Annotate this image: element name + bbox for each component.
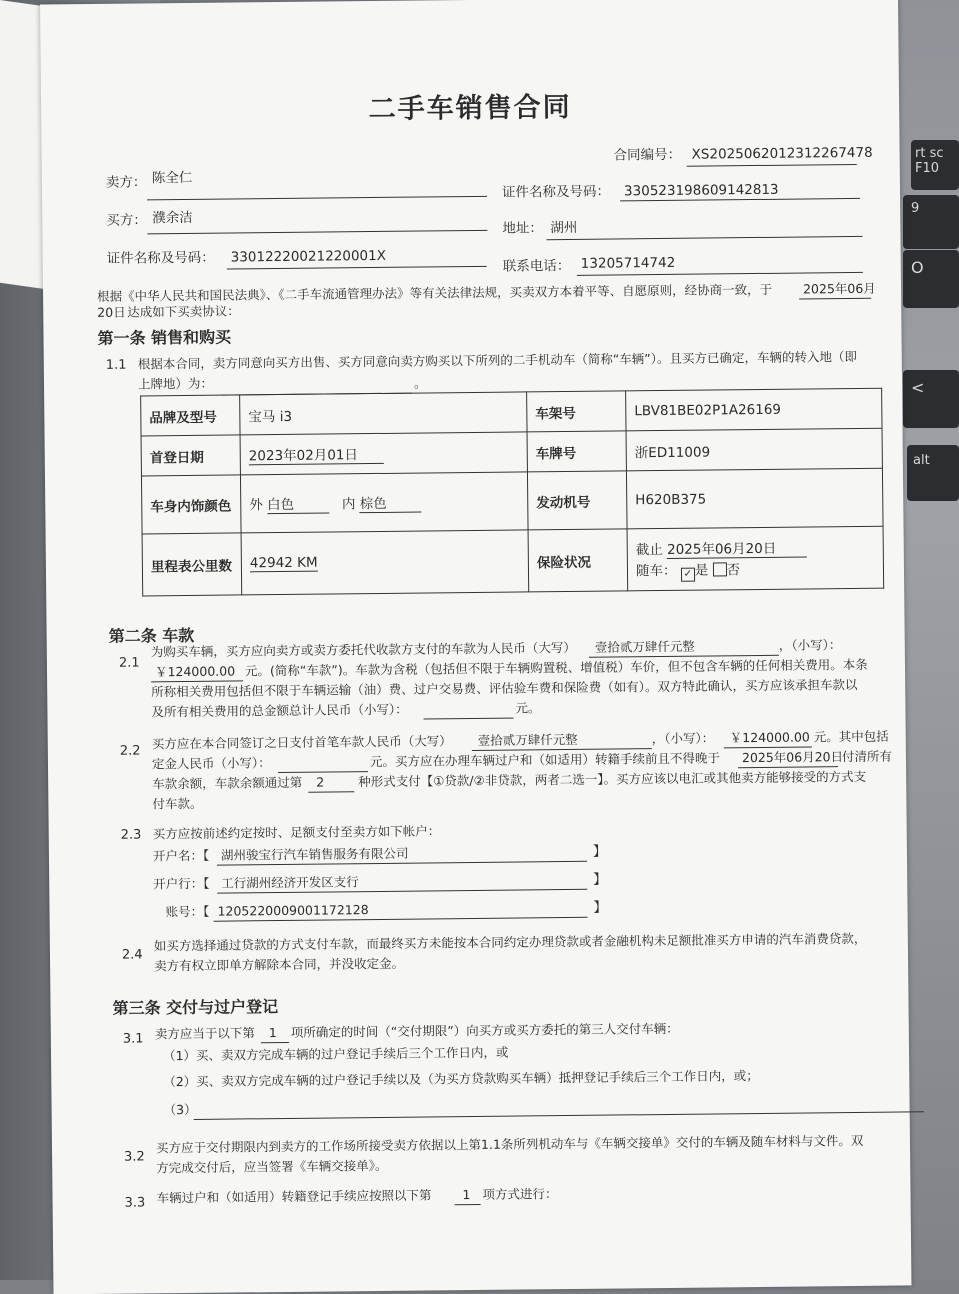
plate-label: 车牌号 xyxy=(527,431,626,472)
engine-value: H620B375 xyxy=(626,468,883,529)
vin-value: LBV81BE02P1A26169 xyxy=(626,388,882,431)
buyer-address-value: 湖州 xyxy=(550,219,578,237)
account-name: 湖州骏宝行汽车销售服务有限公司 xyxy=(220,845,409,863)
buyer-phone-label: 联系电话： xyxy=(502,257,571,275)
buyer-value: 濮余洁 xyxy=(152,209,193,227)
account-name-label: 开户名：【 xyxy=(152,847,210,864)
transfer-option: 1 xyxy=(462,1187,471,1203)
clause-2-1-text: 及所有相关费用的总金额总计人民币（小写）： xyxy=(151,701,408,720)
insurance-label: 保险状况 xyxy=(528,529,628,592)
intro-text-2: 达成如下买卖协议： xyxy=(127,303,240,320)
seller-label: 卖方： xyxy=(105,174,147,191)
account-number-label: 账号：【 xyxy=(165,903,210,920)
amount-capital: 壹拾贰万肆仟元整 xyxy=(594,638,695,655)
clause-2-2-text: 元。其中包括 xyxy=(813,728,889,745)
vehicle-spec-table xyxy=(140,388,884,597)
delivery-option: 1 xyxy=(268,1025,277,1041)
underline xyxy=(227,266,487,270)
clause-2-1-text: 所称相关费用包括但不限于车辆运输（油）费、过户交易费、评估验车费和保险费（如有）。双方特此确认，买方应该承担车款以 xyxy=(151,676,858,700)
bracket: 】 xyxy=(593,899,608,916)
buyer-id-label: 证件名称及号码： xyxy=(106,249,215,267)
delivery-option-1: （1）买、卖双方完成车辆的过户登记手续后三个工作日内，或 xyxy=(162,1044,509,1064)
payment-deadline: 2025年06月20日 xyxy=(741,749,844,766)
buyer-id-value: 33012220021220001X xyxy=(230,247,387,266)
intro-text: 根据《中华人民共和国民法典》、《二手车流通管理办法》等有关法律法规，买卖双方本着平等、自愿原则，经协商一致，于 xyxy=(97,281,773,304)
clause-3-3-text: 车辆过户和（如适用）转籍登记手续应按照以下第 xyxy=(156,1187,432,1206)
clause-3-2-text: 买方应于交付期限内到卖方的工作场所接受卖方依据以上第1.1条所列机动车与《车辆交接单》交付的车辆及随车材料与文件。双 xyxy=(155,1132,864,1156)
buyer-phone-value: 13205714742 xyxy=(580,254,676,272)
color-cell xyxy=(240,472,528,533)
buyer-address-label: 地址： xyxy=(502,220,543,237)
section-1-heading: 第一条 销售和购买 xyxy=(97,327,232,348)
clause-2-4-text: 卖方有权立即单方解除本合同，并没收定金。 xyxy=(154,955,405,974)
reg-date-cell xyxy=(240,432,527,475)
amount-capital: 壹拾贰万肆仟元整 xyxy=(477,731,578,748)
clause-2-4-text: 如买方选择通过贷款的方式支付车款，而最终买方未能按本合同约定办理贷款或者金融机构未足额批准买方申请的汽车消费贷款， xyxy=(153,930,867,954)
clause-number: 2.4 xyxy=(121,947,143,963)
contract-no-label: 合同编号： xyxy=(613,146,682,164)
seller-id-label: 证件名称及号码： xyxy=(501,183,611,201)
underline xyxy=(687,164,857,167)
plate-value: 浙ED11009 xyxy=(626,428,882,471)
underline xyxy=(455,1204,481,1205)
section-2-heading: 第二条 车款 xyxy=(108,625,195,646)
clause-2-1-text: 为购买车辆，买方应向卖方或卖方委托代收款方支付的车款为人民币（大写） xyxy=(150,639,576,660)
checkbox-yes[interactable]: ✓ xyxy=(681,567,695,581)
underline xyxy=(308,791,354,792)
clause-number: 3.1 xyxy=(122,1031,144,1047)
vin-label: 车架号 xyxy=(527,391,626,432)
seller-id-value: 330523198609142813 xyxy=(623,181,779,200)
color-label: 车身内饰颜色 xyxy=(141,475,241,534)
checkbox-no[interactable] xyxy=(712,562,726,576)
clause-3-1-text: 卖方应当于以下第 xyxy=(154,1025,255,1042)
intro-date-day: 20日 xyxy=(97,304,126,320)
option-yes: 是 xyxy=(694,562,709,579)
punctuation: 。 xyxy=(413,375,427,391)
account-number: 1205220009001172128 xyxy=(217,902,369,919)
keyboard-key: < xyxy=(903,370,959,428)
account-bank-label: 开户行：【 xyxy=(153,875,210,892)
clause-2-1-text: 元。 xyxy=(515,700,541,716)
amount-number: ￥124000.00 xyxy=(729,729,810,746)
underline xyxy=(799,298,871,300)
total-amount-blank xyxy=(424,718,514,720)
clause-number: 3.2 xyxy=(124,1149,145,1165)
mileage-label: 里程表公里数 xyxy=(142,533,242,596)
clause-number: 2.3 xyxy=(120,827,142,843)
exterior-prefix: 外 xyxy=(249,497,263,514)
interior-color: 棕色 xyxy=(360,492,422,514)
engine-label: 发动机号 xyxy=(527,471,627,530)
clause-2-2-text: 付清所有 xyxy=(841,748,893,765)
clause-2-1-text: ，（小写）： xyxy=(778,637,842,653)
reg-date-value: 2023年02月01日 xyxy=(249,443,384,465)
keyboard-key: rt sc F10 xyxy=(911,140,959,190)
account-bank: 工行湖州经济开发区支行 xyxy=(221,874,359,891)
clause-number: 1.1 xyxy=(105,357,127,373)
buyer-label: 买方： xyxy=(106,212,147,229)
seller-value: 陈全仁 xyxy=(151,169,193,187)
delivery-option-3: （3） xyxy=(163,1101,197,1118)
amount-number: ￥124000.00 xyxy=(154,663,236,680)
option-3-blank xyxy=(194,1111,924,1120)
payment-option: 2 xyxy=(316,774,325,790)
underline xyxy=(577,272,863,276)
clause-2-3-text: 买方应按前述约定按时、足额支付至卖方如下帐户： xyxy=(152,823,441,842)
insurance-until-prefix: 截止 xyxy=(635,541,663,558)
clause-number: 2.1 xyxy=(118,655,140,671)
mileage-value: 42942 KM xyxy=(249,554,318,572)
clause-2-2-text: 买方应在本合同签订之日支付首笔车款人民币（大写） xyxy=(151,733,452,752)
keyboard-key: 9 xyxy=(903,195,959,249)
clause-2-1-text: 元。(简称“车款”)。车款为含税（包括但不限于车辆购置税、增值税）车价，但不包含车辆的任何相关费用。本条 xyxy=(244,656,868,679)
keyboard-key: alt xyxy=(907,445,959,501)
document-title: 二手车销售合同 xyxy=(368,91,572,126)
contract-no-value: XS2025062012312267478 xyxy=(691,144,873,163)
insurance-cell xyxy=(627,526,884,591)
intro-date: 2025年06月 xyxy=(802,280,876,297)
clause-3-1-text: 项所确定的时间（“交付期限”）向买方或买方委托的第三人交付车辆： xyxy=(290,1020,679,1040)
underline xyxy=(147,230,487,235)
option-no: 否 xyxy=(726,561,741,578)
section-3-heading: 第三条 交付与过户登记 xyxy=(112,997,279,1018)
clause-1-1-text: 上牌地）为： xyxy=(137,375,214,392)
keyboard-key: O xyxy=(903,250,959,308)
brand-label: 品牌及型号 xyxy=(141,395,240,436)
clause-2-2-text: 定金人民币（小写）： xyxy=(151,755,271,772)
contract-document xyxy=(40,0,911,1294)
clause-3-3-text: 项方式进行： xyxy=(482,1186,558,1202)
bracket: 】 xyxy=(593,871,607,888)
insurance-with-label: 随车： xyxy=(635,562,677,579)
reg-date-label: 首登日期 xyxy=(141,435,240,476)
clause-2-2-text: 元。买方应在办理车辆过户和（如适用）转籍手续前且不得晚于 xyxy=(369,750,721,770)
clause-2-2-text: 车款余额，车款余额通过第 xyxy=(152,774,303,792)
clause-2-2-text: 付车款。 xyxy=(152,795,203,812)
clause-3-2-text: 方完成交付后，应当签署《车辆交接单》。 xyxy=(156,1157,388,1176)
underline xyxy=(261,1042,289,1043)
delivery-option-2: （2）买、卖双方完成车辆的过户登记手续以及（为买方贷款购买车辆）抵押登记手续后三个工作日内，或； xyxy=(163,1068,759,1090)
interior-prefix: 内 xyxy=(341,496,356,513)
bracket: 】 xyxy=(592,843,607,860)
clause-2-2-text: 种形式支付【①贷款/②非贷款，两者二选一】。买方应该以电汇或其他卖方能够接受的方式支 xyxy=(358,768,867,790)
brand-value: 宝马 i3 xyxy=(240,392,527,435)
insurance-until: 2025年06月20日 xyxy=(667,536,807,558)
underline xyxy=(147,196,487,201)
underline xyxy=(547,236,863,240)
exterior-color: 白色 xyxy=(267,492,329,514)
clause-1-1-text: 根据本合同，卖方同意向买方出售、买方同意向卖方购买以下所列的二手机动车（简称“车辆”）。且买方已确定，车辆的转入地（即 xyxy=(137,348,858,372)
clause-number: 2.2 xyxy=(119,743,141,759)
clause-2-2-text: ，（小写）： xyxy=(651,730,715,747)
mileage-cell xyxy=(241,530,529,595)
clause-number: 3.3 xyxy=(124,1195,146,1211)
